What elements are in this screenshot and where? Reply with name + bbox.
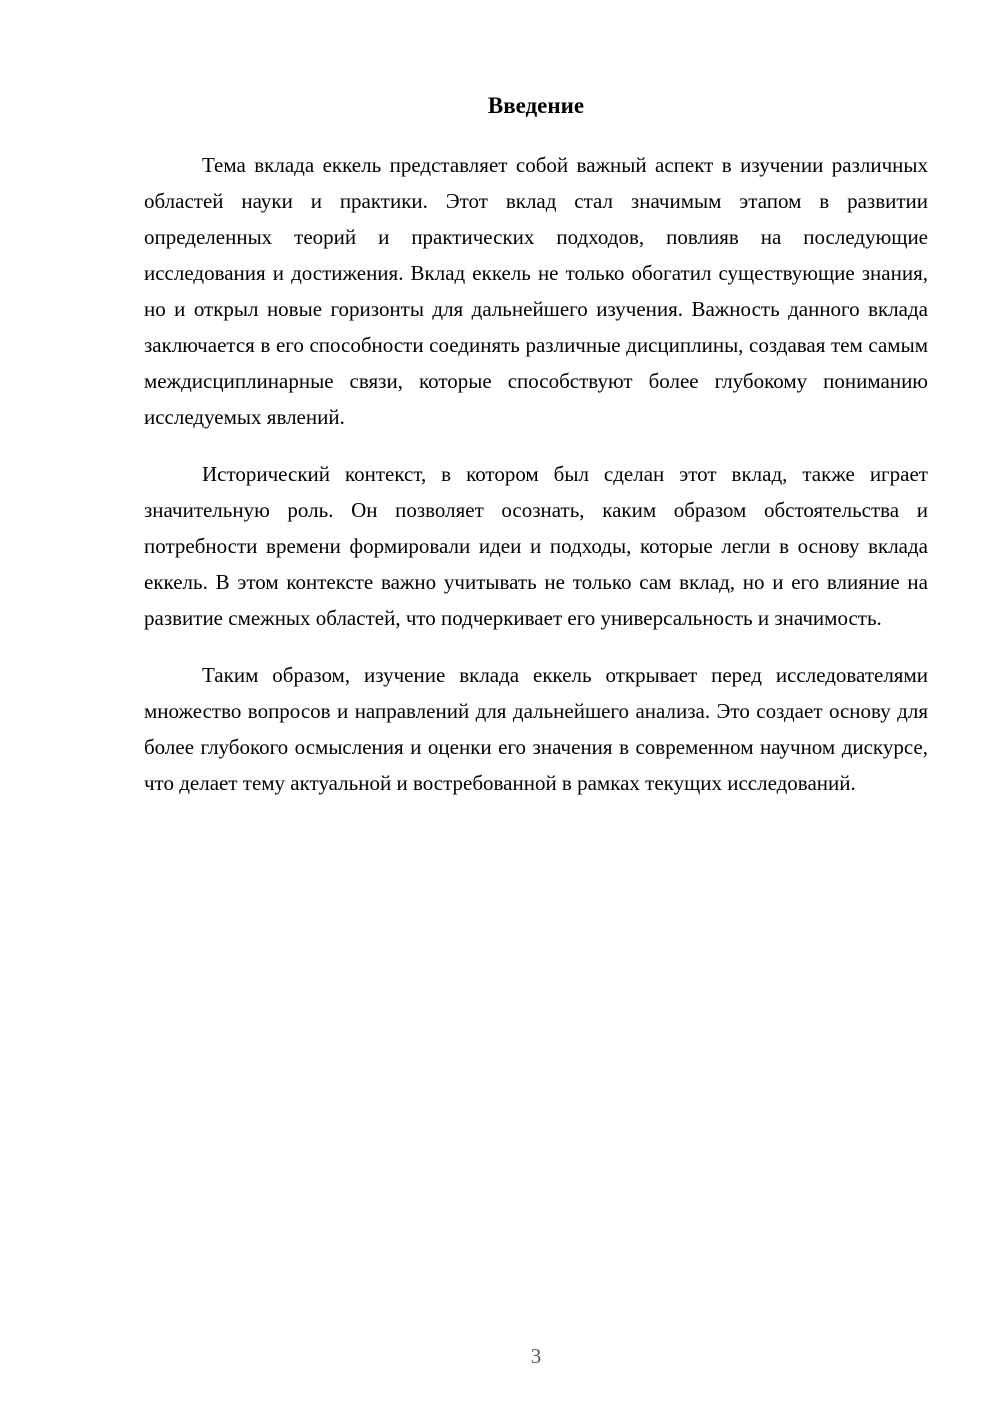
page-title: Введение <box>487 93 585 118</box>
paragraph-2: Исторический контекст, в котором был сделан этот вклад, также играет значительную роль. Он позволяет осознать, каким образом обстоятельства и потребности времени формировали идеи и подходы, которые легли в основу вклада еккель. В этом контексте важно учитывать не только сам вклад, но и его влияние на развитие смежных областей, что подчеркивает его универсальность и значимость. <box>144 462 928 630</box>
paragraph-1: Тема вклада еккель представляет собой важный аспект в изучении различных областей науки и практики. Этот вклад стал значимым этапом в развитии определенных теорий и практических подходов, повлияв на последующие исследования и достижения. Вклад еккель не только обогатил существующие знания, но и открыл новые горизонты для дальнейшего изучения. Важность данного вклада заключается в его способности соединять различные дисциплины, создавая тем самым междисциплинарные связи, которые способствуют более глубокому пониманию исследуемых явлений. <box>144 153 928 429</box>
document-body <box>144 90 928 822</box>
paragraph-3: Таким образом, изучение вклада еккель открывает перед исследователями множество вопросов и направлений для дальнейшего анализа. Это создает основу для более глубокого осмысления и оценки его значения в современном научном дискурсе, что делает тему актуальной и востребованной в рамках текущих исследований. <box>144 663 928 795</box>
page-footer <box>144 1344 928 1368</box>
page-number: 3 <box>530 1344 542 1368</box>
